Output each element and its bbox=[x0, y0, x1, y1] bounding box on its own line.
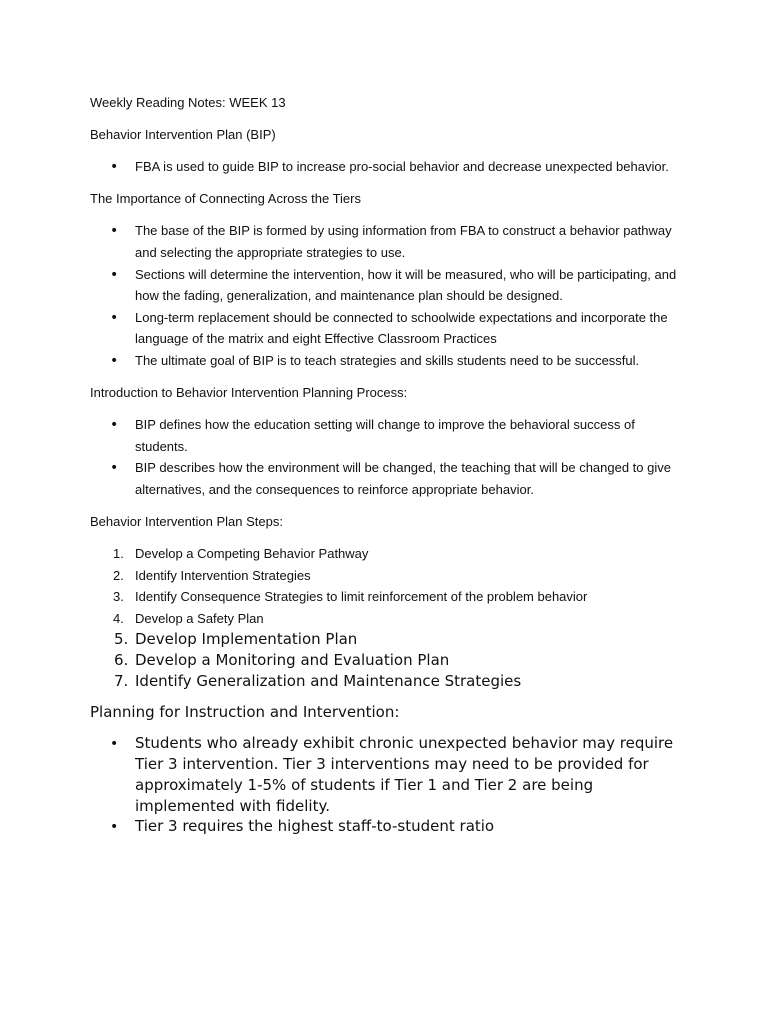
list-item: • Students who already exhibit chronic unexpected behavior may require Tier 3 intervention. Tier 3 interventions may need to be provided for approximately 1-5% of students if Tier 1 and Tier 2 are being implemented with fidelity. bbox=[90, 733, 690, 816]
bullet-list-bip bbox=[90, 156, 690, 178]
step-number: 2. bbox=[113, 567, 124, 583]
list-item: • Long-term replacement should be connected to schoolwide expectations and incorporate the language of the matrix and eight Effective Classroom Practices bbox=[90, 307, 690, 350]
section-title-steps: Behavior Intervention Plan Steps: bbox=[90, 514, 283, 529]
bullet-list-planning bbox=[90, 733, 690, 837]
step-number: 4. bbox=[113, 610, 124, 626]
bullet-icon bbox=[110, 816, 122, 838]
document-page bbox=[90, 92, 690, 848]
section-title-planning: Planning for Instruction and Intervention: bbox=[90, 703, 400, 722]
list-item: 3. Identify Consequence Strategies to limit reinforcement of the problem behavior bbox=[90, 586, 690, 608]
section-title-introduction: Introduction to Behavior Intervention Planning Process: bbox=[90, 385, 408, 401]
list-item: 1. Develop a Competing Behavior Pathway bbox=[90, 543, 690, 565]
list-item: • The ultimate goal of BIP is to teach strategies and skills students need to be successful. bbox=[90, 350, 690, 372]
bullet-icon bbox=[110, 733, 122, 755]
step-number: 3. bbox=[113, 589, 124, 605]
list-item: • BIP describes how the environment will be changed, the teaching that will be changed to give alternatives, and the consequences to reinforce appropriate behavior. bbox=[90, 457, 690, 500]
list-item: • BIP defines how the education setting will change to improve the behavioral success of students. bbox=[90, 414, 690, 457]
list-item: 5. Develop Implementation Plan bbox=[114, 630, 358, 649]
numbered-list-steps bbox=[90, 543, 690, 692]
list-item: 2. Identify Intervention Strategies bbox=[90, 565, 690, 587]
document-heading: Weekly Reading Notes: WEEK 13 bbox=[90, 95, 286, 110]
step-number: 5. bbox=[114, 630, 129, 649]
list-item: 4. Develop a Safety Plan bbox=[90, 608, 690, 630]
bullet-list-connecting bbox=[90, 220, 690, 371]
section-title-connecting: The Importance of Connecting Across the Tiers bbox=[90, 191, 361, 207]
bullet-icon bbox=[110, 350, 122, 373]
list-item: • FBA is used to guide BIP to increase pro-social behavior and decrease unexpected behavior. bbox=[90, 156, 690, 178]
list-item: 7. Identify Generalization and Maintenance Strategies bbox=[114, 672, 522, 691]
bullet-icon bbox=[110, 264, 122, 287]
list-item: • The base of the BIP is formed by using information from FBA to construct a behavior pathway and selecting the appropriate strategies to use. bbox=[90, 220, 690, 263]
list-item: • Sections will determine the intervention, how it will be measured, who will be participating, and how the fading, generalization, and maintenance plan should be designed. bbox=[90, 264, 690, 307]
section-title-bip: Behavior Intervention Plan (BIP) bbox=[90, 127, 276, 143]
step-number: 1. bbox=[113, 546, 124, 562]
list-item: 6. Develop a Monitoring and Evaluation Plan bbox=[114, 651, 450, 670]
bullet-list-introduction bbox=[90, 414, 690, 500]
bullet-icon bbox=[110, 156, 122, 179]
step-number: 7. bbox=[114, 672, 129, 691]
list-item: • Tier 3 requires the highest staff-to-student ratio bbox=[90, 816, 690, 837]
bullet-icon bbox=[110, 220, 122, 243]
bullet-icon bbox=[110, 307, 122, 330]
step-number: 6. bbox=[114, 651, 129, 670]
bullet-icon bbox=[110, 414, 122, 437]
bullet-icon bbox=[110, 457, 122, 480]
